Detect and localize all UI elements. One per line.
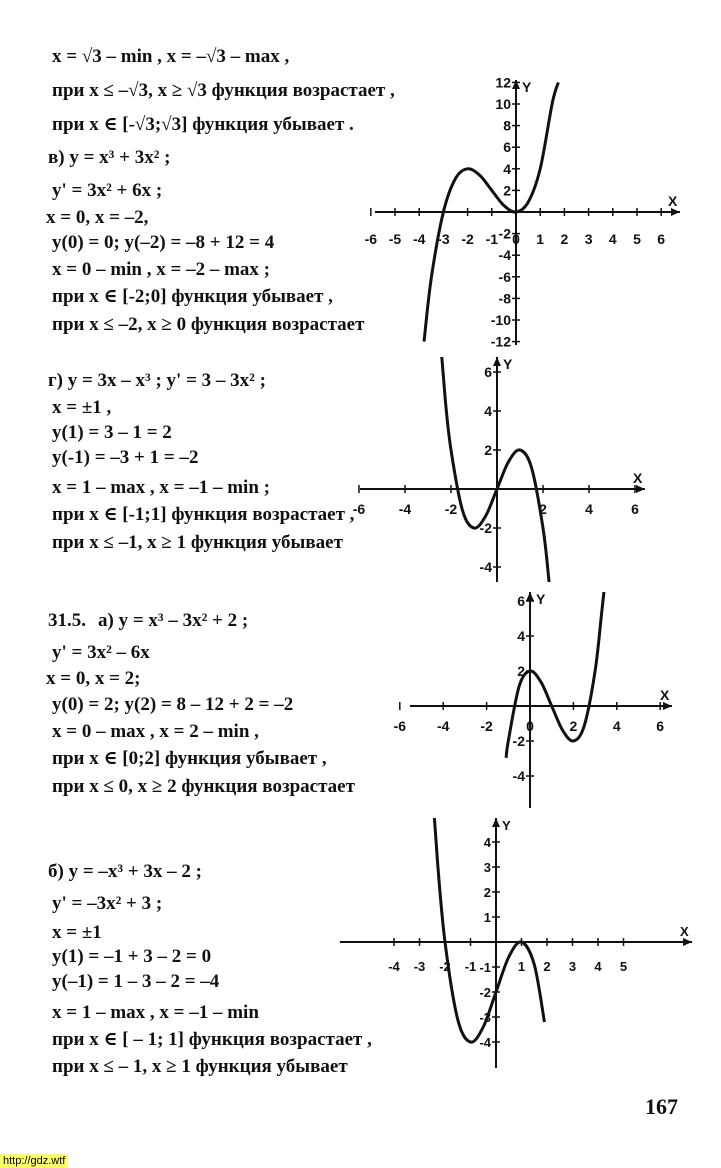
x-tick-label: -4 [388,959,400,974]
x-tick-label: -2 [480,718,493,734]
x-tick-label: -2 [461,231,474,247]
x-tick-label: 2 [560,231,569,247]
y-tick-label: 3 [483,860,491,875]
x-tick-label: -6 [364,231,378,247]
y-tick-label: 1 [483,910,491,925]
x-tick-label: 1 [517,959,526,974]
text-line: x = √3 – min , x = –√3 – max , [52,46,290,67]
x-tick-label: -1 [464,959,477,974]
text-line: x = 1 – max , x = –1 – min ; [52,477,270,498]
x-tick-label: 0 [526,718,534,734]
y-tick-label: 2 [517,663,525,679]
graph-cubic-3 [395,590,675,810]
text-line: а) y = x³ – 3x² + 2 ; [98,610,249,631]
x-tick-label: 1 [536,231,545,247]
text-line: y' = –3x² + 3 ; [52,893,163,914]
x-tick-label: 5 [619,959,628,974]
y-tick-label: 6 [517,593,525,609]
text-line: при x ∈ [-2;0] функция убывает , [52,286,333,307]
x-tick-label: 6 [656,718,665,734]
text-line: x = 0 – min , x = –2 – max ; [52,259,270,280]
text-line: при x ∈ [ – 1; 1] функция возрастает , [52,1029,372,1050]
y-axis-arrow [492,818,500,827]
x-tick-label: 4 [612,718,621,734]
text-line: x = 0, x = 2; [46,668,141,689]
y-axis-label: Y [503,356,513,372]
y-tick-label: 6 [503,139,511,156]
x-tick-label: -2 [439,959,451,974]
x-tick-label: -5 [388,231,402,247]
x-tick-label: 3 [568,959,577,974]
x-tick-label: 3 [584,231,593,247]
y-axis-arrow [526,592,534,601]
graph-cubic-1 [360,74,680,350]
text-line: y' = 3x² + 6x ; [52,180,163,201]
page-number: 167 [645,1094,678,1119]
y-axis-arrow [493,357,501,366]
y-tick-label: -4 [479,1035,491,1050]
x-tick-label: -6 [352,501,366,517]
y-axis-label: Y [502,818,511,833]
y-tick-label: 6 [484,364,492,380]
x-tick-label: 5 [633,231,641,247]
x-axis-arrow [636,485,645,493]
text-line: при x ≤ –1, x ≥ 1 функция убывает [52,532,343,553]
y-tick-label: -3 [479,1010,491,1025]
y-tick-label: 2 [503,182,511,199]
x-tick-label: 6 [631,501,639,517]
y-tick-label: -4 [512,768,525,784]
text-line: в) y = x³ + 3x² ; [48,147,171,168]
text-line: y(1) = –1 + 3 – 2 = 0 [52,946,212,967]
graph-group [365,74,680,349]
watermark: http://gdz.wtf [0,1154,68,1168]
text-line: x = 0 – max , x = 2 – min , [52,721,259,742]
text-line: y(-1) = –3 + 1 = –2 [52,447,199,468]
y-tick-label: -2 [479,985,491,1000]
graph-cubic-2 [345,355,645,585]
y-tick-label: -4 [479,559,492,575]
x-axis-label: X [680,924,689,939]
y-axis-label: Y [522,79,532,95]
problem-number: 31.5. [48,610,86,631]
y-tick-label: 4 [484,403,492,419]
y-tick-label: 4 [517,628,525,644]
text-line: при x ≤ 0, x ≥ 2 функция возрастает [52,776,355,797]
x-axis-arrow [671,208,680,216]
x-tick-label: -4 [436,718,450,734]
text-line: при x ≤ – 1, x ≥ 1 функция убывает [52,1056,348,1077]
text-line: y(0) = 2; y(2) = 8 – 12 + 2 = –2 [52,694,294,715]
x-tick-label: 2 [569,718,578,734]
text-line: y(–1) = 1 – 3 – 2 = –4 [52,971,220,992]
y-axis-arrow [512,80,520,89]
y-tick-label: 4 [503,160,511,177]
text-line: при x ∈ [-√3;√3] функция убывает . [52,114,354,135]
text-line: при x ∈ [-1;1] функция возрастает , [52,504,355,525]
y-axis-label: Y [536,591,546,607]
x-tick-label: 4 [585,501,593,517]
graph-cubic-4 [325,815,695,1070]
text-line: x = 0, x = –2, [46,207,149,228]
y-tick-label: -6 [498,268,511,285]
y-tick-label: -4 [498,247,511,264]
x-axis-label: X [633,470,643,486]
y-tick-label: -1 [479,960,491,975]
x-axis-arrow [683,938,692,946]
x-tick-label: -3 [437,231,450,247]
y-tick-label: -2 [512,733,525,749]
text-line: x = 1 – max , x = –1 – min [52,1002,259,1023]
x-tick-label: 4 [608,231,617,247]
x-tick-label: -3 [413,959,426,974]
y-tick-label: 2 [483,885,491,900]
x-tick-label: -2 [444,501,458,517]
x-tick-label: 6 [657,231,666,247]
text-line: при x ≤ –√3, x ≥ √3 функция возрастает , [52,80,395,101]
text-line: y(1) = 3 – 1 = 2 [52,422,172,443]
y-tick-label: 12 [495,74,511,91]
y-tick-label: 10 [495,96,511,112]
x-axis-arrow [663,702,672,710]
x-tick-label: -6 [393,718,407,734]
x-axis-label: X [660,687,670,703]
x-tick-label: -4 [412,231,426,247]
text-line: x = ±1 , [52,397,112,418]
x-axis-label: X [668,193,678,209]
y-tick-label: 4 [483,835,491,850]
x-tick-label: -1 [485,231,499,247]
text-line: при x ≤ –2, x ≥ 0 функция возрастает [52,314,365,335]
y-tick-label: 2 [484,442,492,458]
y-tick-label: -2 [498,225,511,242]
x-tick-label: 0 [512,231,520,247]
text-line: б) y = –x³ + 3x – 2 ; [48,861,203,882]
x-tick-label: 2 [539,501,547,517]
x-tick-label: 2 [543,959,551,974]
graph-group [394,573,672,808]
text-line: y' = 3x² – 6x [52,642,150,663]
text-line: г) y = 3x – x³ ; y' = 3 – 3x² ; [48,370,266,391]
text-line: x = ±1 [52,922,102,943]
text-line: при x ∈ [0;2] функция убывает , [52,748,327,769]
y-tick-label: -2 [479,520,492,536]
text-line: y(0) = 0; y(–2) = –8 + 12 = 4 [52,232,275,253]
y-tick-label: 8 [503,117,511,134]
x-tick-label: -4 [398,501,412,517]
x-tick-label: 4 [594,959,602,974]
y-tick-label: -10 [490,312,511,328]
y-tick-label: -8 [498,290,511,307]
y-tick-label: -12 [490,333,511,350]
